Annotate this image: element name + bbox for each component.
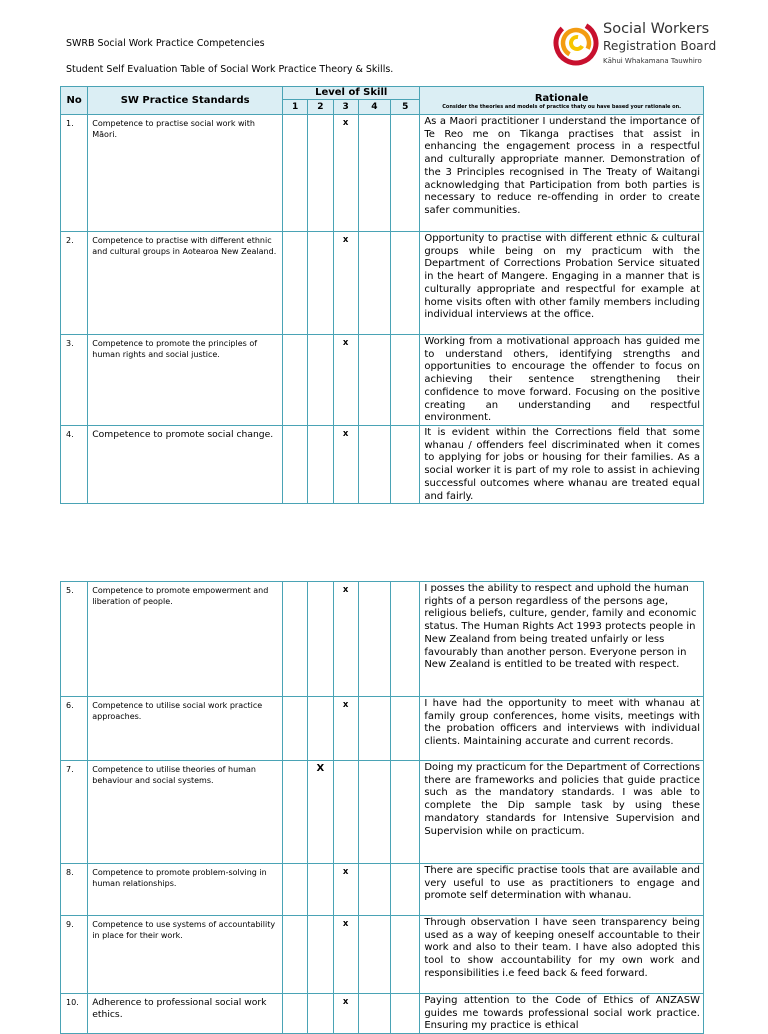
row-standard: Competence to practise with different ethnic and cultural groups in Aotearoa New Zealand. (88, 232, 283, 335)
row-standard: Competence to promote social change. (88, 426, 283, 504)
row-rationale: Through observation I have seen transparency being used as a way of keeping oneself accountable to their work and also to their team. I have also adopted this tool to show accountability for my own work and responsibilities i.e feed back & feed forward. (420, 916, 704, 994)
row-number: 7. (61, 761, 88, 864)
table-row (61, 916, 704, 994)
table-row (61, 232, 704, 335)
level-mark: x (333, 232, 358, 335)
row-rationale: Doing my practicum for the Department of Corrections there are frameworks and policies that guide practice such as the mandatory standards. I was able to complete the Dip sample task by using these mandatory standards for Intensive Supervision and Supervision while on practicum. (420, 761, 704, 864)
level-mark: x (333, 426, 358, 504)
level-mark: x (333, 582, 358, 697)
row-standard: Competence to utilise social work practice approaches. (88, 697, 283, 761)
row-rationale: There are specific practise tools that are available and very useful to use as practitioners to engage and promote self determination with whanau. (420, 864, 704, 916)
row-rationale: Paying attention to the Code of Ethics of ANZASW guides me towards professional social work practice. Ensuring my practice is ethical (420, 994, 704, 1034)
header-level-4: 4 (358, 100, 390, 115)
row-rationale: I have had the opportunity to meet with whanau at family group conferences, home visits, meetings with the probation officers and interviews with individual clients. Maintaining accurate and current records. (420, 697, 704, 761)
header-rationale (420, 87, 704, 115)
logo-line-2: Registration Board (603, 39, 717, 53)
row-standard: Competence to promote the principles of human rights and social justice. (88, 335, 283, 426)
row-rationale: It is evident within the Corrections field that some whanau / offenders feel discriminated when it comes to applying for jobs or housing for their families. As a social worker it is part of my role to assist in achieving successful outcomes where whanau are treated equal and fairly. (420, 426, 704, 504)
table-row (61, 994, 704, 1034)
document-title: SWRB Social Work Practice Competencies (66, 38, 265, 49)
level-mark: x (333, 115, 358, 232)
competency-table-page-2 (60, 581, 704, 1034)
row-standard: Competence to promote empowerment and liberation of people. (88, 582, 283, 697)
level-mark: x (333, 335, 358, 426)
table-row (61, 426, 704, 504)
row-standard: Competence to utilise theories of human behaviour and social systems. (88, 761, 283, 864)
header-rationale-title: Rationale (534, 92, 589, 104)
row-number: 5. (61, 582, 88, 697)
row-number: 6. (61, 697, 88, 761)
row-standard: Adherence to professional social work ethics. (88, 994, 283, 1034)
row-number: 3. (61, 335, 88, 426)
header-rationale-subtitle: Consider the theories and models of practice thaty ou have based your rationale on. (442, 103, 682, 110)
row-number: 9. (61, 916, 88, 994)
logo-line-3: Kāhui Whakamana Tauwhiro (603, 57, 702, 65)
row-standard: Competence to use systems of accountability in place for their work. (88, 916, 283, 994)
header-level-5: 5 (391, 100, 420, 115)
row-number: 8. (61, 864, 88, 916)
table-row (61, 864, 704, 916)
row-rationale: As a Maori practitioner I understand the importance of Te Reo me on Tikanga practises that assist in enhancing the engagement process in a respectful and culturally appropriate manner. Demonstration of the 3 Principles recognised in The Treaty of Waitangi acknowledging that Participation from both parties is necessary to reduce re-offending in order to create safer communities. (420, 115, 704, 232)
logo-line-1: Social Workers (603, 21, 710, 37)
level-mark: x (333, 864, 358, 916)
row-number: 10. (61, 994, 88, 1034)
header-level-of-skill: Level of Skill (283, 87, 420, 100)
row-rationale: Opportunity to practise with different ethnic & cultural groups while being on my practicum with the Department of Corrections Probation Service situated in the heart of Mangere. Engaging in a manner that is culturally appropriate and respectful for example at home visits often with other family members including individual interviews at the office. (420, 232, 704, 335)
level-mark: X (308, 761, 333, 864)
header-level-2: 2 (308, 100, 333, 115)
row-standard: Competence to practise social work with Māori. (88, 115, 283, 232)
row-number: 2. (61, 232, 88, 335)
table-row (61, 115, 704, 232)
row-number: 1. (61, 115, 88, 232)
swrb-logo (552, 16, 717, 70)
table-row (61, 582, 704, 697)
header-no: No (61, 87, 88, 115)
row-number: 4. (61, 426, 88, 504)
row-rationale: Working from a motivational approach has guided me to understand others, identifying strengths and opportunities to encourage the offender to focus on achieving their sentence strengthening their confidence to move forward. Focusing on the positive creating an understanding and respectful environment. (420, 335, 704, 426)
level-mark: x (333, 697, 358, 761)
table-row (61, 697, 704, 761)
header-level-1: 1 (283, 100, 308, 115)
swrb-logo-swirl-icon (552, 16, 602, 70)
document-subtitle: Student Self Evaluation Table of Social Work Practice Theory & Skills. (66, 64, 394, 75)
table-row (61, 335, 704, 426)
header-level-3: 3 (333, 100, 358, 115)
header-standard: SW Practice Standards (88, 87, 283, 115)
row-rationale: I posses the ability to respect and uphold the human rights of a person regardless of the persons age, religious beliefs, culture, gender, family and economic status. The Human Rights Act 1993 protects people in New Zealand from being treated unfairly or less favourably than another person. Everyone person in New Zealand is entitled to be treated with respect. (420, 582, 704, 697)
table-row (61, 761, 704, 864)
competency-table-page-1 (60, 86, 704, 504)
level-mark: x (333, 994, 358, 1034)
row-standard: Competence to promote problem-solving in human relationships. (88, 864, 283, 916)
level-mark: x (333, 916, 358, 994)
